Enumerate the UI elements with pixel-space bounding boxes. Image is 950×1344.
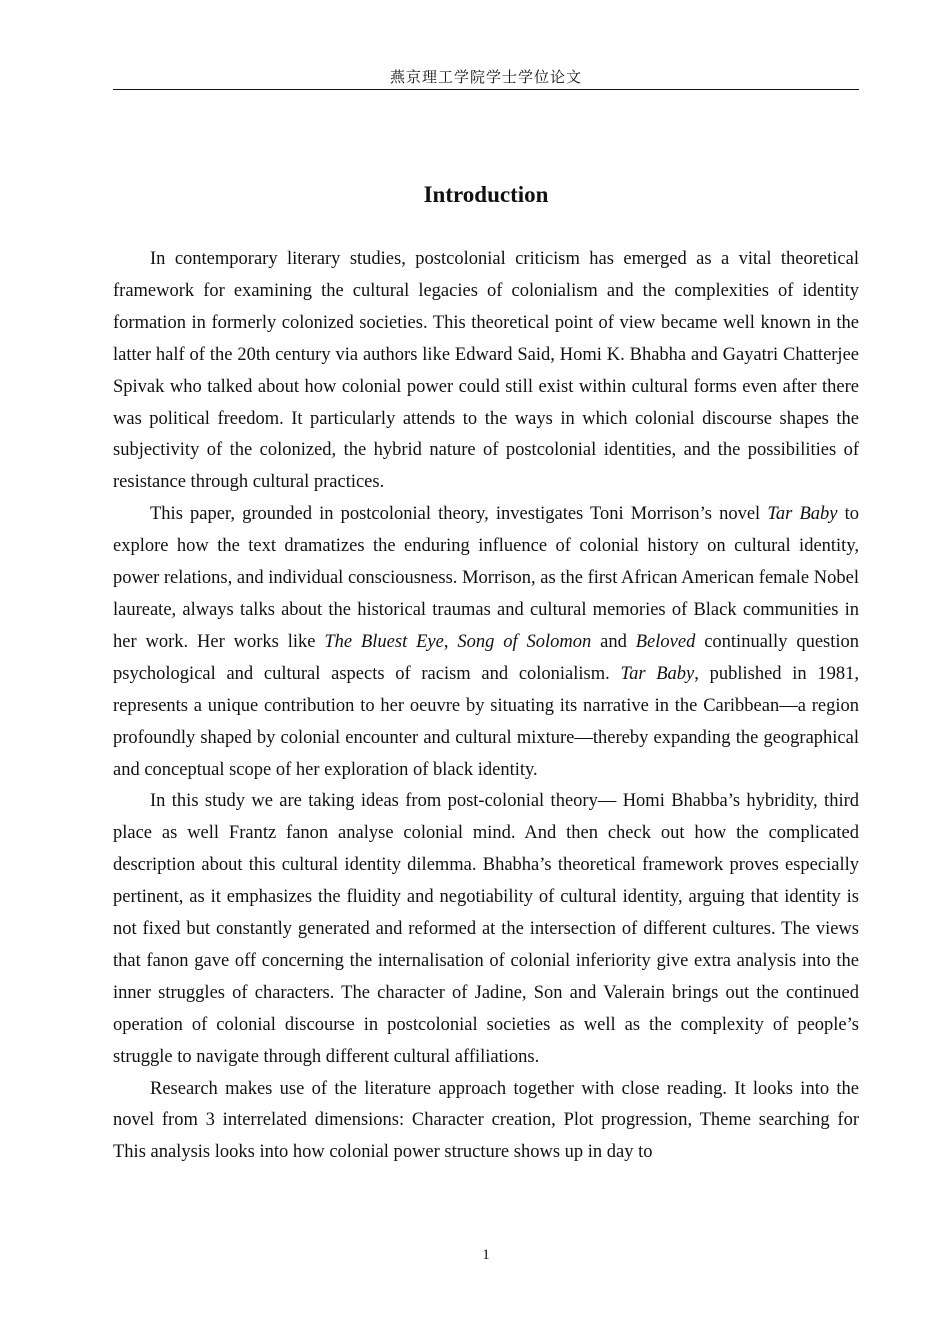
paragraph-2-text: This paper, grounded in postcolonial theory, investigates Toni Morrison’s novel [150, 504, 768, 525]
book-title-tar-baby: Tar Baby [767, 504, 838, 525]
paragraph-2-text: , published in 1981, represents a unique contribution to her oeuvre by situating its narrative in the Caribbean—a region profoundly shaped by colonial encounter and cultural mixture—thereby expanding the geographical and conceptual scope of her exploration of black identity. [113, 663, 859, 780]
book-title-tar-baby: Tar Baby [620, 663, 695, 684]
body-text [113, 244, 859, 1169]
paragraph-4-text: Research makes use of the literature approach together with close reading. It looks into the novel from 3 interrelated dimensions: Character creation, Plot progression, Theme searching for This analysis looks into how colonial power structure shows up in day to [113, 1078, 859, 1163]
paragraph-3 [113, 786, 859, 1073]
paragraph-1-text: In contemporary literary studies, postcolonial criticism has emerged as a vital theoretical framework for examining the cultural legacies of colonialism and the complexities of identity formation in formerly colonized societies. This theoretical point of view became well known in the latter half of the 20th century via authors like Edward Said, Homi K. Bhabha and Gayatri Chatterjee Spivak who talked about how colonial power could still exist within cultural forms even after there was political freedom. It particularly attends to the ways in which colonial discourse shapes the subjectivity of the colonized, the hybrid nature of postcolonial identities, and the possibilities of resistance through cultural practices. [113, 249, 859, 493]
paragraph-2-text: and [591, 631, 636, 652]
paragraph-3-text: In this study we are taking ideas from post-colonial theory— Homi Bhabba’s hybridity, third place as well Frantz fanon analyse colonial mind. And then check out how the complicated description about this cultural identity dilemma. Bhabha’s theoretical framework proves especially pertinent, as it emphasizes the fluidity and negotiability of cultural identity, arguing that identity is not fixed but constantly generated and reformed at the intersection of different cultures. The views that fanon gave off concerning the internalisation of colonial inferiority give extra analysis into the inner struggles of characters. The character of Jadine, Son and Valerain brings out the continued operation of colonial discourse in postcolonial societies as well as the complexity of people’s struggle to navigate through different cultural affiliations. [113, 791, 859, 1067]
paragraph-2 [113, 499, 859, 786]
paragraph-2-text: continually question psychological and cultural aspects of racism and colonialism. [113, 631, 860, 684]
paragraph-4 [113, 1074, 859, 1170]
paragraph-2-text: to explore how the text dramatizes the enduring influence of colonial history on cultural identity, power relations, and individual consciousness. Morrison, as the first African American female Nobel laureate, always talks about the historical traumas and cultural memories of Black communities in her work. Her works like [113, 504, 859, 652]
paragraph-2-text: , [443, 631, 458, 652]
section-title: Introduction [423, 182, 549, 207]
book-title-song-of-solomon: Song of Solomon [457, 631, 592, 652]
page-header: 燕京理工学院学士学位论文 [389, 70, 582, 86]
header-rule [113, 89, 859, 90]
book-title-beloved: Beloved [635, 631, 696, 652]
book-title-bluest-eye: The Bluest Eye [324, 631, 444, 652]
paragraph-1 [113, 244, 859, 499]
page-number: 1 [482, 1247, 490, 1263]
